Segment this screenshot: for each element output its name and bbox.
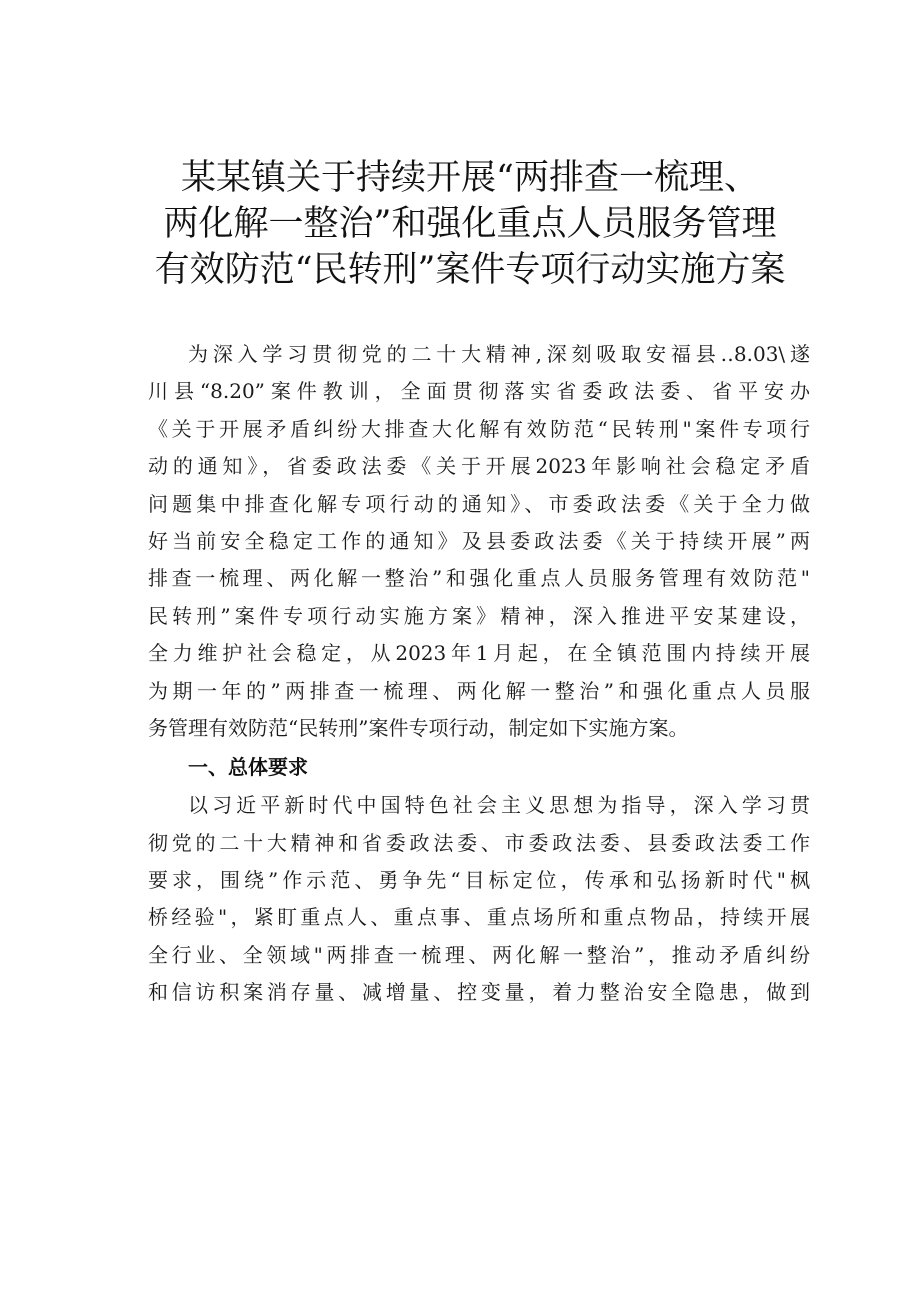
section-heading: 一、总体要求 — [188, 755, 308, 780]
document-title — [100, 155, 840, 293]
paragraph-line: 以习近平新时代中国特色社会主义思想为指导，深入学习贯 — [188, 793, 810, 818]
paragraph-line: 好当前安全稳定工作的通知》及县委政法委《关于持续开展”两 — [148, 528, 810, 553]
paragraph-line: 为期一年的”两排查一梳理、两化解一整治”和强化重点人员服 — [148, 678, 810, 703]
paragraph-line: 和信访积案消存量、减增量、控变量，着力整治安全隐患，做到 — [148, 980, 810, 1005]
title-line: 两化解一整治”和强化重点人员服务管理 — [163, 204, 777, 244]
paragraph-line: 全行业、全领域"两排查一梳理、两化解一整治”，推动矛盾纠纷 — [148, 942, 810, 967]
paragraph-line: 桥经验"，紧盯重点人、重点事、重点场所和重点物品，持续开展 — [148, 905, 810, 930]
paragraph-line: 川县“8.20”案件教训，全面贯彻落实省委政法委、省平安办 — [148, 379, 810, 404]
paragraph-general-requirements — [148, 787, 810, 1011]
title-line: 某某镇关于持续开展“两排查一梳理、 — [181, 158, 759, 198]
paragraph-line: 问题集中排查化解专项行动的通知》、市委政法委《关于全力做 — [148, 491, 810, 516]
paragraph-line: 动的通知》，省委政法委《关于开展2023年影响社会稳定矛盾 — [148, 454, 810, 479]
paragraph-line: 《关于开展矛盾纠纷大排查大化解有效防范“民转刑"案件专项行 — [148, 416, 810, 441]
paragraph-line: 要求，围绕”作示范、勇争先“目标定位，传承和弘扬新时代"枫 — [148, 868, 810, 893]
paragraph-line: 排查一梳理、两化解一整治”和强化重点人员服务管理有效防范" — [148, 566, 810, 591]
document-body — [148, 336, 810, 1012]
paragraph-line: 民转刑”案件专项行动实施方案》精神，深入推进平安某建设， — [148, 603, 810, 628]
paragraph-line: 全力维护社会稳定，从2023年1月起，在全镇范围内持续开展 — [148, 641, 810, 666]
paragraph-line: 务管理有效防范“民转刑”案件专项行动，制定如下实施方案。 — [148, 715, 689, 740]
paragraph-line: 彻党的二十大精神和省委政法委、市委政法委、县委政法委工作 — [148, 830, 810, 855]
title-line: 有效防范“民转刑”案件专项行动实施方案 — [154, 250, 786, 290]
paragraph-line: 为深入学习贯彻党的二十大精神,深刻吸取安福县‥8.03\遂 — [188, 342, 810, 366]
paragraph-intro — [148, 336, 810, 747]
